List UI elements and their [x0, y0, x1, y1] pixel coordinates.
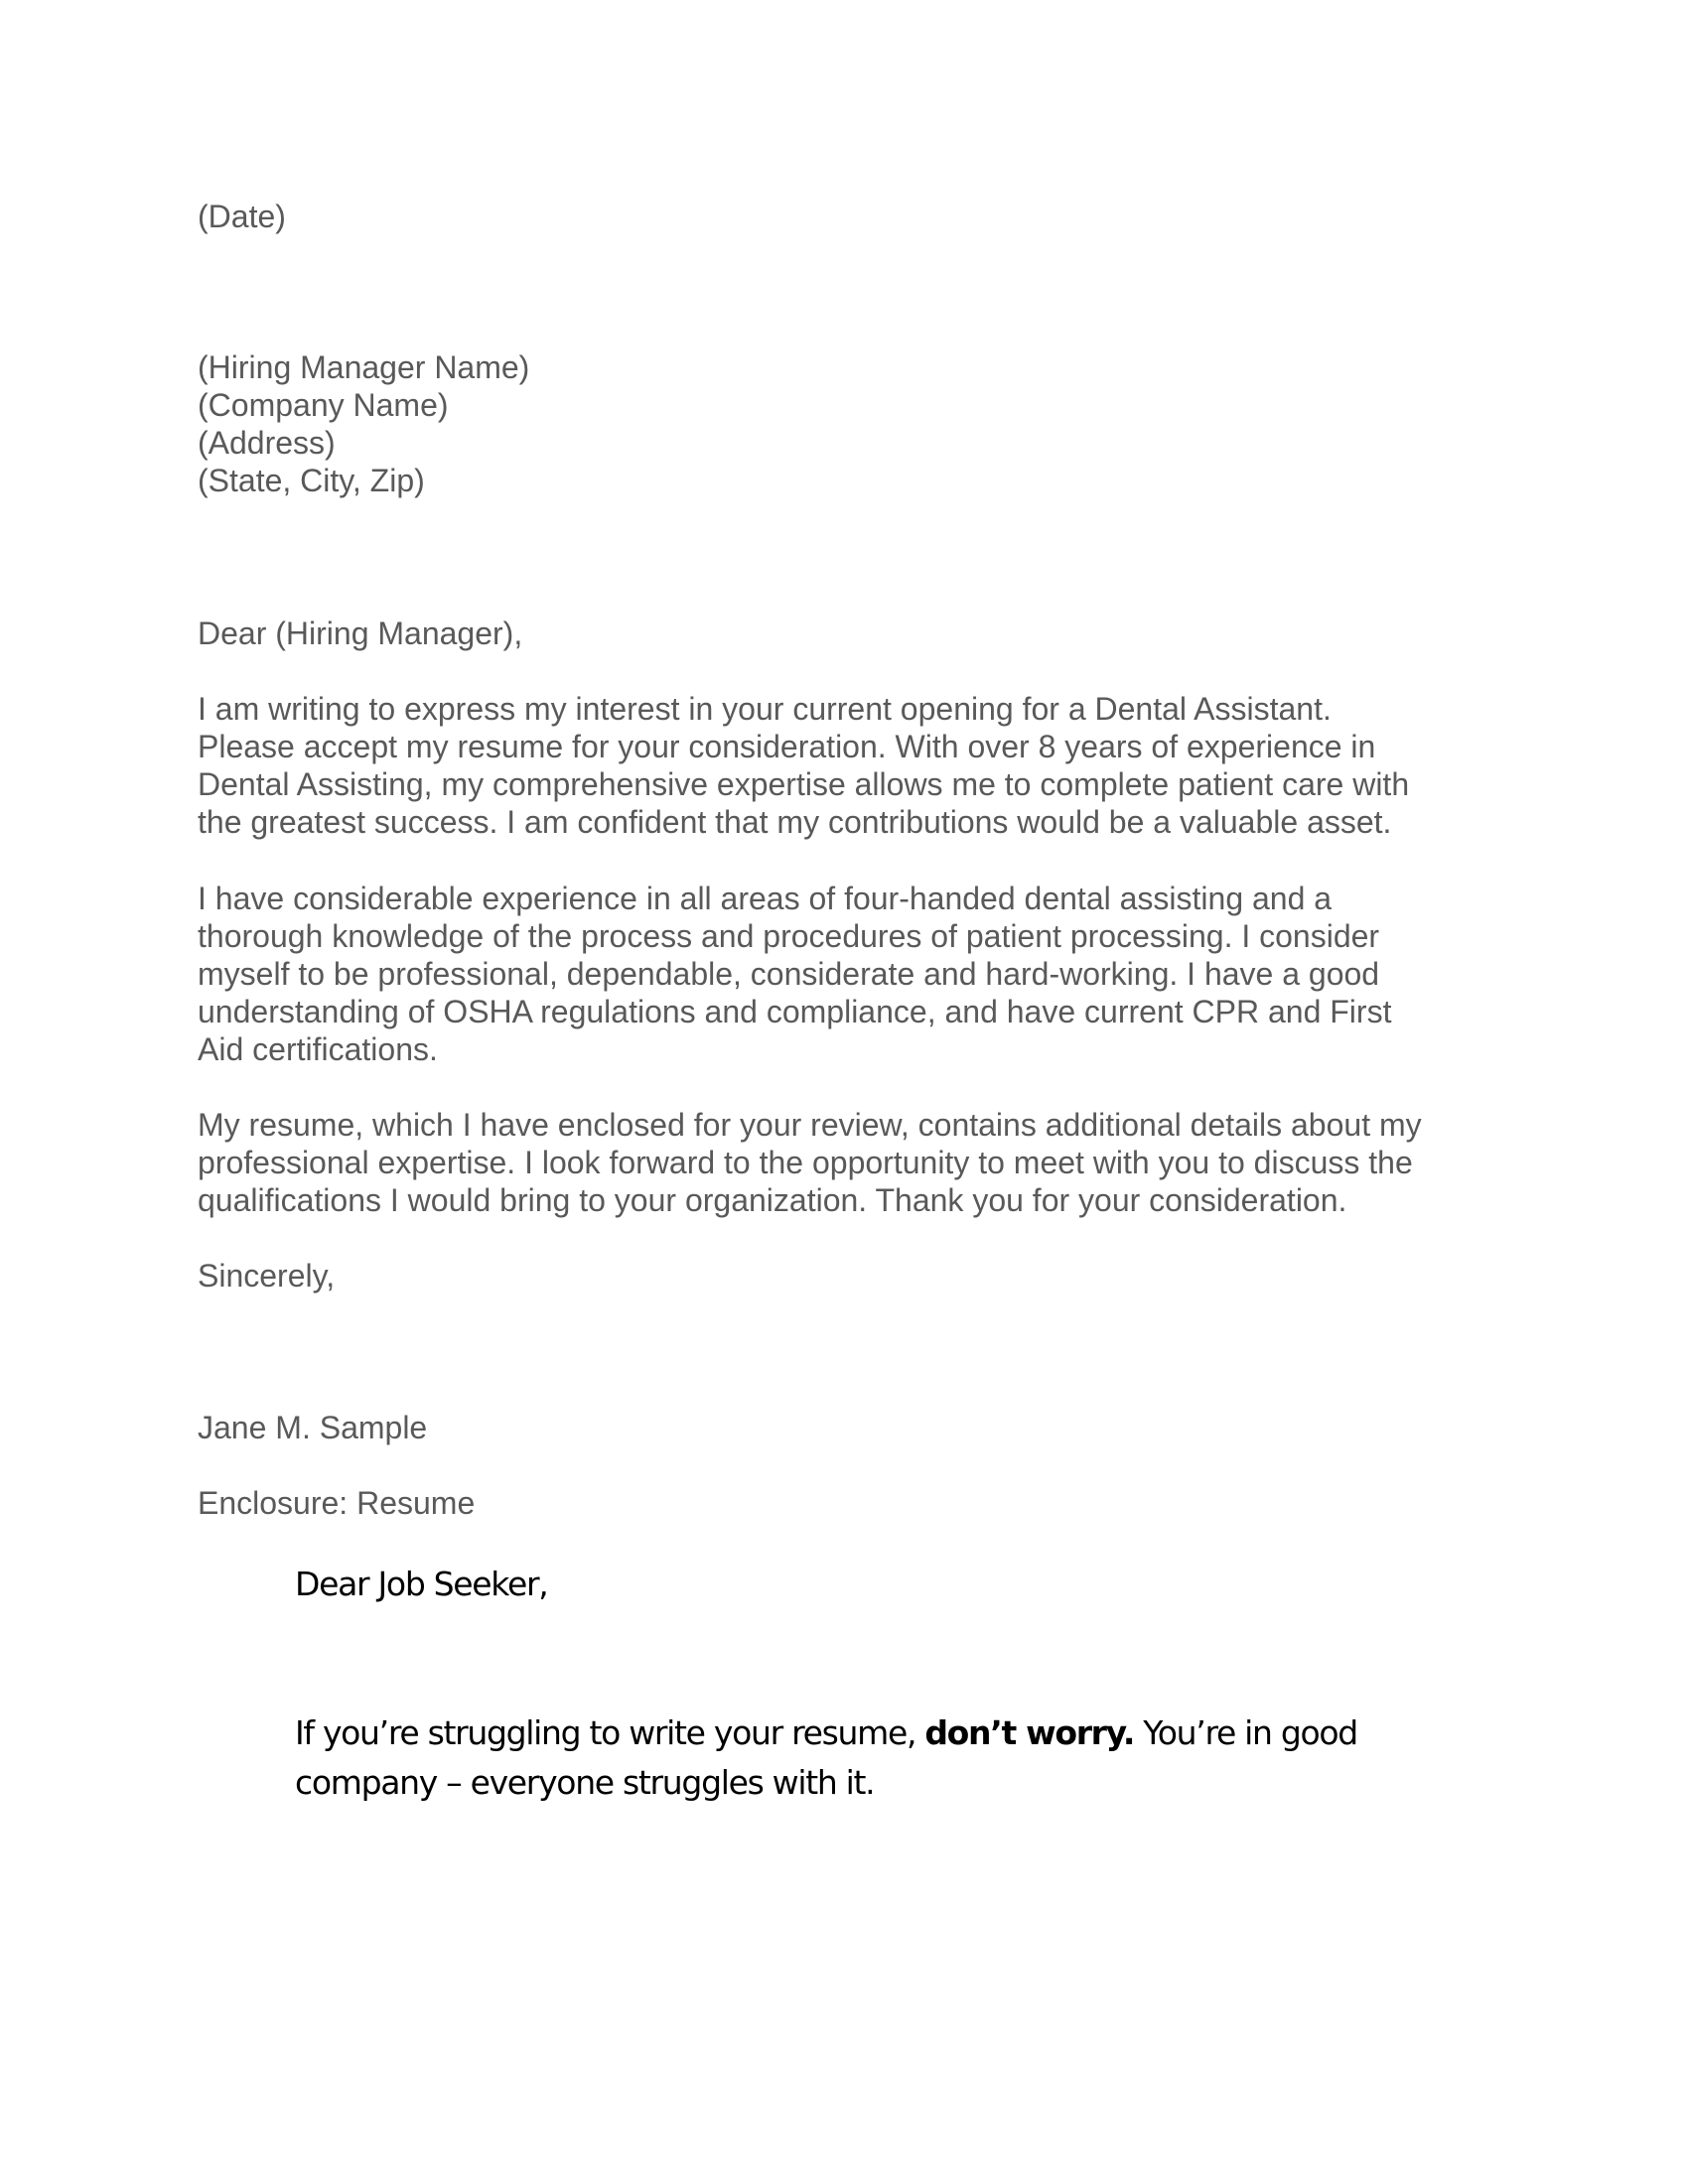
- paragraph-line: I have considerable experience in all areas of four-handed dental assisting and a: [198, 881, 1333, 916]
- date: (Date): [198, 199, 286, 234]
- paragraph-line: thorough knowledge of the process and procedures of patient processing. I consider: [198, 918, 1380, 954]
- note-salutation: Dear Job Seeker,: [295, 1565, 548, 1603]
- paragraph-line: Dental Assisting, my comprehensive expertise allows me to complete patient care with: [198, 766, 1410, 802]
- recipient-company: (Company Name): [198, 387, 449, 423]
- paragraph-line: Aid certifications.: [198, 1031, 438, 1067]
- closing: Sincerely,: [198, 1258, 336, 1294]
- recipient-state-city-zip: (State, City, Zip): [198, 463, 425, 498]
- enclosure: Enclosure: Resume: [198, 1485, 476, 1521]
- paragraph-line: professional expertise. I look forward to the opportunity to meet with you to discuss the: [198, 1145, 1413, 1180]
- paragraph-line: Please accept my resume for your consideration. With over 8 years of experience in: [198, 729, 1376, 764]
- recipient-address: (Address): [198, 425, 336, 461]
- paragraph-line: I am writing to express my interest in your current opening for a Dental Assistant.: [198, 691, 1332, 727]
- note-line-2: company – everyone struggles with it.: [295, 1763, 875, 1802]
- salutation: Dear (Hiring Manager),: [198, 615, 523, 651]
- signature: Jane M. Sample: [198, 1410, 428, 1445]
- paragraph-line: qualifications I would bring to your organization. Thank you for your consideration.: [198, 1182, 1347, 1218]
- paragraph-1: [198, 690, 1508, 841]
- paragraph-line: the greatest success. I am confident that my contributions would be a valuable asset.: [198, 804, 1392, 840]
- note-text: You’re in good: [1134, 1713, 1357, 1752]
- paragraph-line: myself to be professional, dependable, considerate and hard-working. I have a good: [198, 956, 1380, 992]
- note-line-1: [295, 1708, 1357, 1758]
- paragraph-line: understanding of OSHA regulations and compliance, and have current CPR and First: [198, 994, 1392, 1029]
- recipient-name: (Hiring Manager Name): [198, 349, 530, 385]
- note-text: If you’re struggling to write your resume,: [295, 1713, 925, 1752]
- paragraph-3: [198, 1106, 1508, 1219]
- paragraph-2: [198, 880, 1508, 1068]
- paragraph-line: My resume, which I have enclosed for your review, contains additional details about my: [198, 1107, 1422, 1143]
- note-emphasis: don’t worry.: [924, 1713, 1135, 1752]
